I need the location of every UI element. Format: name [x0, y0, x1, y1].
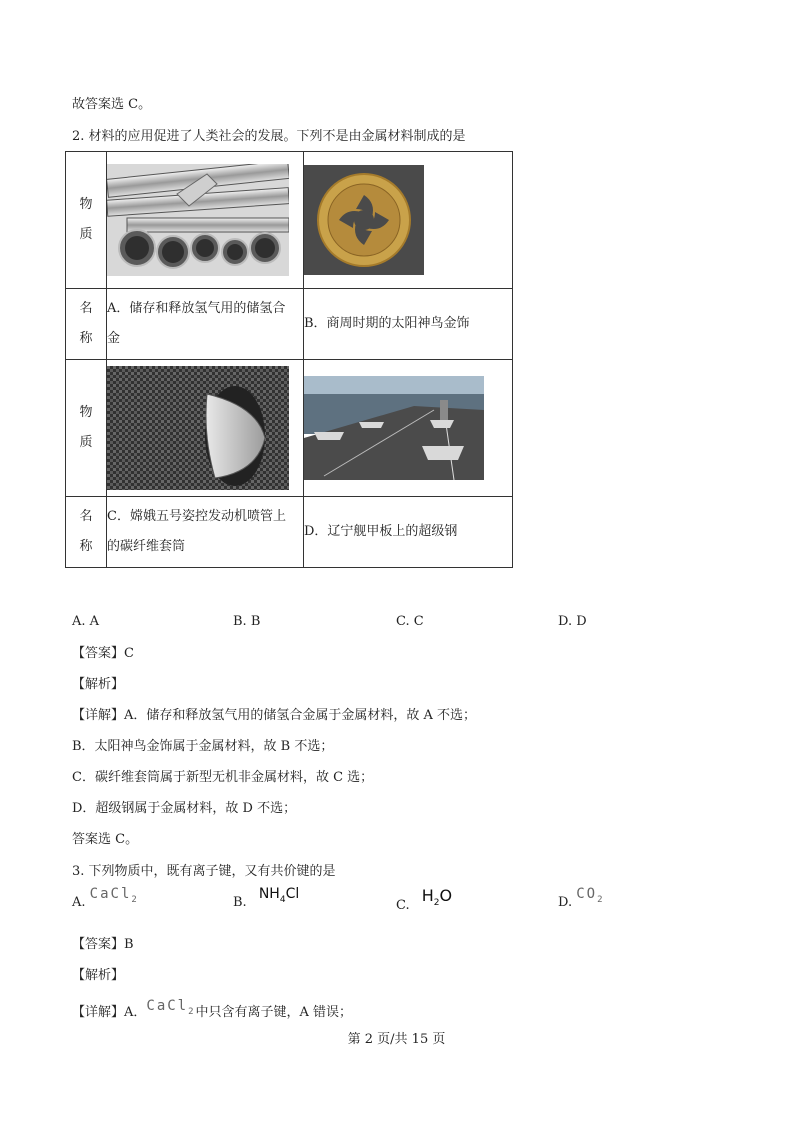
q2-option-a: A. A: [72, 614, 100, 629]
q3-option-a: A. CaCl$_2$: [72, 886, 139, 910]
q3-option-b: B. $NH_4Cl$: [233, 886, 300, 910]
q2-option-c: C. C: [396, 614, 424, 629]
aircraft-carrier-deck-image: [304, 376, 484, 480]
q2-detail-c: C．碳纤维套筒属于新型无机非金属材料，故 C 选；: [72, 770, 374, 785]
q2-detail-b: B．太阳神鸟金饰属于金属材料，故 B 不选；: [72, 739, 334, 754]
q3-option-d: D. $CO_2$: [558, 886, 605, 910]
image-cell-d: [304, 360, 513, 497]
question-2-table: [65, 151, 513, 568]
carbon-fiber-sleeve-image: [107, 366, 289, 490]
q3-answer: 【答案】B: [72, 937, 134, 952]
option-c-name: C．嫦娥五号姿控发动机喷管上 的碳纤维套筒: [107, 497, 304, 568]
q3-option-c: C. $H_2O$: [396, 886, 453, 913]
formula-nh4cl: $NH_4Cl$: [258, 886, 300, 905]
q2-conclusion: 答案选 C。: [72, 832, 139, 847]
q3-analysis-heading: 【解析】: [72, 968, 125, 983]
row-label-name: 名 称: [66, 289, 107, 360]
option-a-name: A．储存和释放氢气用的储氢合 金: [107, 289, 304, 360]
q2-analysis-heading: 【解析】: [72, 677, 125, 692]
metal-pipes-image: [107, 164, 289, 276]
row-label-name-2: 名 称: [66, 497, 107, 568]
formula-cacl2: CaCl$_2$: [89, 886, 139, 905]
row-label-substance: 物 质: [66, 152, 107, 289]
sun-bird-gold-ornament-image: [304, 165, 424, 275]
page-footer: 第 2 页/共 15 页: [347, 1032, 446, 1047]
q3-detail-a: 【详解】A．CaCl$_2$中只含有离子键，A 错误；: [72, 998, 353, 1020]
question-3-stem: 3. 下列物质中，既有离子键，又有共价键的是: [72, 864, 336, 879]
row-label-substance-2: 物 质: [66, 360, 107, 497]
q2-detail-a: 【详解】A．储存和释放氢气用的储氢合金属于金属材料，故 A 不选；: [72, 708, 477, 723]
image-cell-b: [304, 152, 513, 289]
formula-co2: $CO_2$: [576, 886, 605, 905]
q2-option-d: D. D: [558, 614, 587, 629]
q2-option-b: B. B: [233, 614, 261, 629]
image-cell-c: [107, 360, 304, 497]
q2-answer: 【答案】C: [72, 646, 134, 661]
formula-cacl2-inline: CaCl$_2$: [146, 998, 196, 1017]
option-b-name: B．商周时期的太阳神鸟金饰: [304, 289, 513, 360]
option-d-name: D．辽宁舰甲板上的超级钢: [304, 497, 513, 568]
image-cell-a: [107, 152, 304, 289]
formula-h2o: $H_2O$: [421, 886, 453, 909]
previous-answer-line: 故答案选 C。: [72, 97, 152, 112]
q2-detail-d: D．超级钢属于金属材料，故 D 不选；: [72, 801, 297, 816]
question-2-stem: 2. 材料的应用促进了人类社会的发展。下列不是由金属材料制成的是: [72, 129, 466, 144]
